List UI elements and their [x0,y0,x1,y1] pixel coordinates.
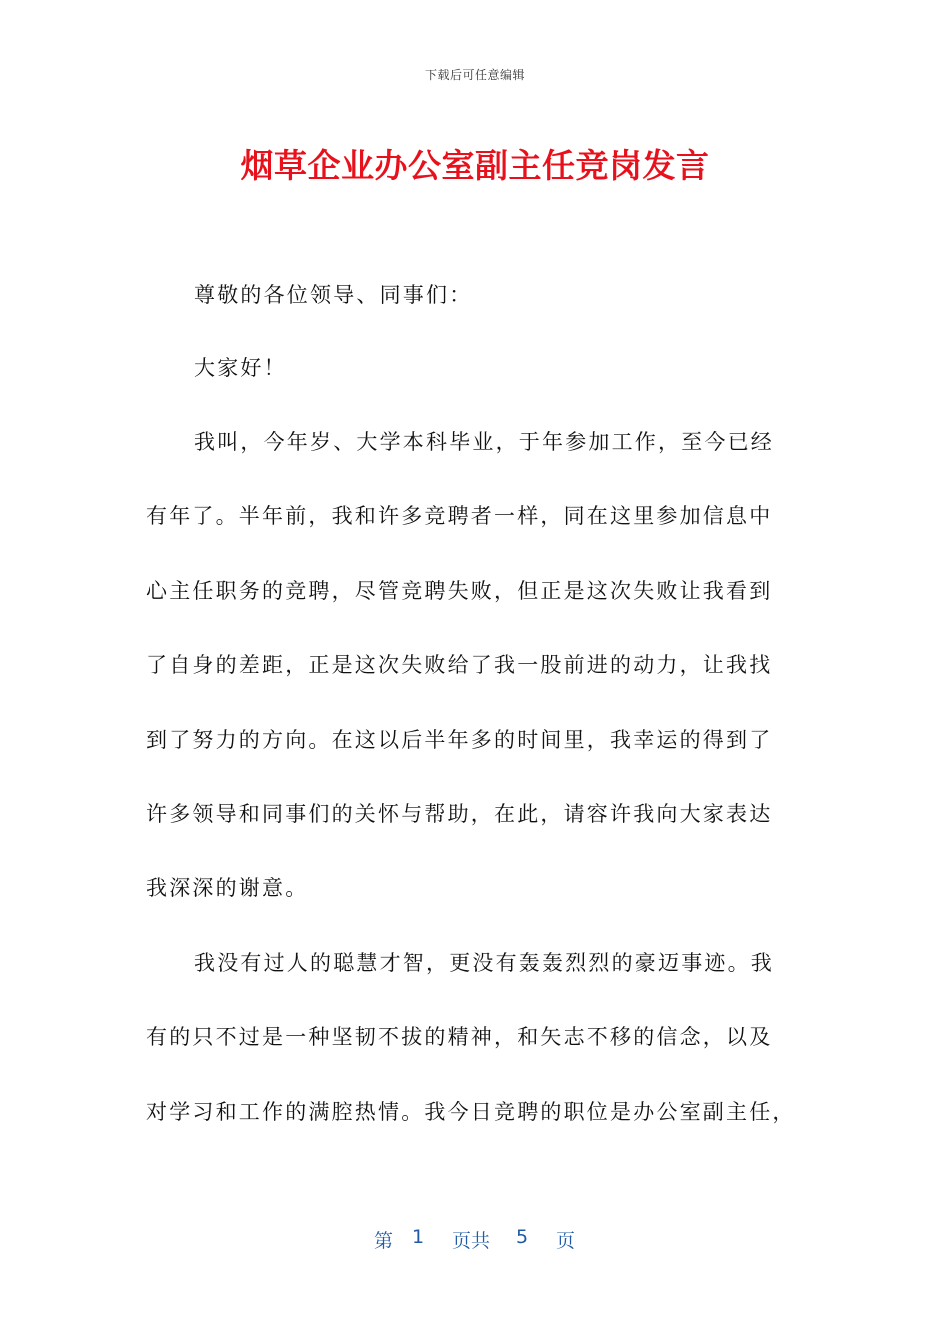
paragraph-line: 许多领导和同事们的关怀与帮助，在此，请容许我向大家表达 [146,802,773,826]
salutation-line: 尊敬的各位领导、同事们： [194,283,473,307]
footer-middle: 页共 [452,1230,491,1252]
footer-suffix: 页 [556,1230,576,1252]
paragraph-line: 有的只不过是一种坚韧不拔的精神，和矢志不移的信念，以及 [146,1025,773,1049]
paragraph-line: 我没有过人的聪慧才智，更没有轰轰烈烈的豪迈事迹。我 [194,951,774,975]
paragraph-line: 了自身的差距，正是这次失败给了我一股前进的动力，让我找 [146,653,773,677]
footer-prefix: 第 [374,1230,394,1252]
greeting-line: 大家好！ [194,356,287,380]
paragraph-line: 我深深的谢意。 [146,876,309,900]
paragraph-line: 到了努力的方向。在这以后半年多的时间里，我幸运的得到了 [146,728,773,752]
paragraph-line: 心主任职务的竞聘，尽管竞聘失败，但正是这次失败让我看到 [146,579,773,603]
total-pages-number: 5 [516,1226,529,1248]
paragraph-line: 我叫，今年岁、大学本科毕业，于年参加工作，至今已经 [194,430,774,454]
paragraph-line: 有年了。半年前，我和许多竞聘者一样，同在这里参加信息中 [146,504,773,528]
document-title: 烟草企业办公室副主任竞岗发言 [240,146,710,185]
current-page-number: 1 [412,1226,425,1248]
paragraph-line: 对学习和工作的满腔热情。我今日竞聘的职位是办公室副主任， [146,1100,796,1124]
header-note: 下载后可任意编辑 [424,68,525,82]
